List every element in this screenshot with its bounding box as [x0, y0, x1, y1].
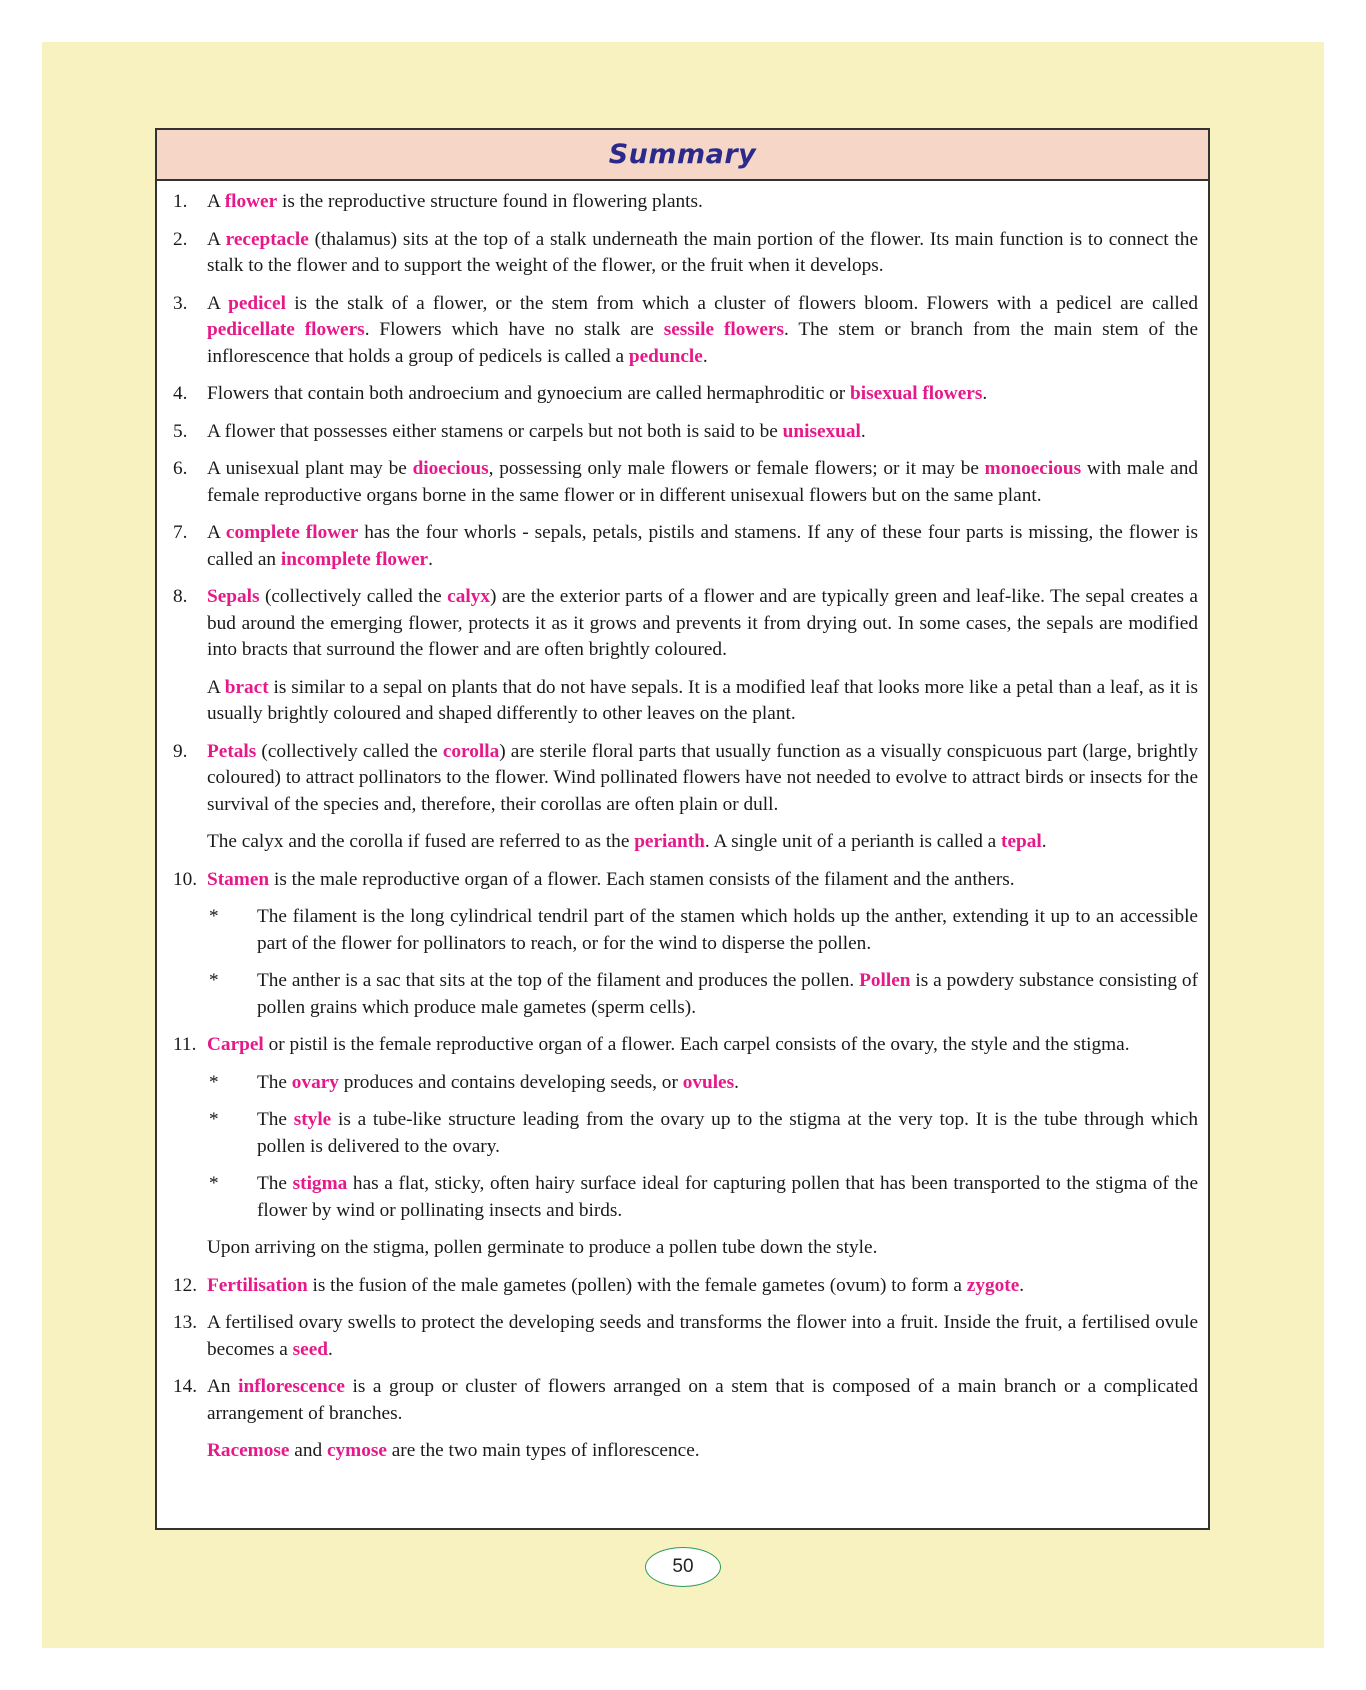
bullet-asterisk: * — [209, 1109, 219, 1130]
text-segment: is similar to a sepal on plants that do not have sepals. It is a modified leaf that looks more like a petal than a leaf, as it is usually brightly coloured and shaped differently to other leaves on the plant. — [207, 676, 1198, 724]
item-number: 3. — [173, 292, 188, 314]
text-segment: A — [207, 292, 229, 314]
keyword: seed — [292, 1338, 328, 1360]
text-segment: is a powdery substance consisting of pollen grains which produce male gametes (sperm cells). — [257, 970, 1198, 1018]
keyword: incomplete flower — [280, 548, 429, 570]
keyword: perianth — [634, 831, 705, 852]
item-text — [207, 227, 1198, 280]
keyword: dioecious — [412, 458, 489, 479]
subitem-text — [257, 1070, 1198, 1097]
keyword: style — [293, 1109, 332, 1130]
page-number: 50 — [645, 1547, 721, 1587]
summary-item — [167, 1374, 1198, 1427]
text-segment: . — [734, 1071, 739, 1093]
text-segment: The filament is the long cylindrical tendril part of the stamen which holds up the anther, extending it up to an accessible part of the flower for pollinators to reach, or for the wind to disperse the pollen. — [257, 906, 1198, 954]
text-segment: (collectively called the — [256, 740, 443, 762]
summary-subitem — [167, 968, 1198, 1021]
item-number: 12. — [173, 1274, 198, 1296]
text-segment: A — [207, 676, 225, 698]
item-number: 5. — [173, 420, 188, 442]
summary-subitem — [167, 1070, 1198, 1097]
item-number: 1. — [173, 191, 188, 212]
item-text — [207, 867, 1198, 894]
text-segment: The calyx and the corolla if fused are referred to as the — [207, 831, 635, 852]
keyword: ovules — [682, 1071, 735, 1093]
item-number: 4. — [173, 383, 188, 404]
item-text — [207, 584, 1198, 664]
item-number: 14. — [173, 1376, 198, 1397]
text-segment: A — [207, 191, 225, 212]
item-number: 8. — [173, 586, 188, 607]
bullet-asterisk: * — [209, 906, 219, 927]
text-segment: An — [207, 1376, 239, 1397]
summary-paragraph — [167, 1235, 1198, 1262]
text-segment: . — [982, 383, 988, 404]
summary-item — [167, 381, 1198, 408]
summary-item — [167, 584, 1198, 664]
keyword: inflorescence — [238, 1376, 345, 1397]
summary-subitem — [167, 1107, 1198, 1160]
keyword: unisexual — [782, 420, 861, 442]
summary-subitem — [167, 1171, 1198, 1224]
text-segment: A unisexual plant may be — [207, 458, 413, 479]
summary-item — [167, 867, 1198, 894]
summary-item — [167, 739, 1198, 819]
bullet-asterisk: * — [209, 970, 219, 991]
item-number: 9. — [173, 740, 188, 762]
keyword: Fertilisation — [207, 1274, 308, 1296]
text-segment: (collectively called the — [259, 586, 448, 607]
summary-item — [167, 189, 1198, 216]
keyword: Pollen — [859, 970, 911, 991]
item-number: 7. — [173, 522, 188, 543]
text-segment: . — [860, 420, 866, 442]
summary-item — [167, 456, 1198, 509]
keyword: Sepals — [207, 586, 260, 607]
text-segment: is a group or cluster of flowers arranged on a stem that is composed of a main branch or a complicated arrangement of branches. — [207, 1376, 1198, 1424]
item-text — [207, 189, 1198, 216]
text-segment: The — [257, 1071, 292, 1093]
text-segment: are the two main types of inflorescence. — [386, 1440, 700, 1461]
text-segment: . A single unit of a perianth is called a — [704, 831, 1002, 852]
text-segment: , possessing only male flowers or female flowers; or it may be — [488, 458, 985, 479]
subitem-text — [257, 904, 1198, 957]
subitem-text — [257, 1107, 1198, 1160]
text-segment: . — [428, 548, 433, 570]
text-segment: ) are sterile floral parts that usually function as a visually conspicuous part (large, brightly coloured) to attract pollinators to the flower. Wind pollinated flowers have not needed to evolve to attract birds or insects for the survival of the species and, therefore, their corollas are often plain or dull. — [207, 740, 1198, 815]
text-segment: The — [257, 1109, 294, 1130]
summary-item — [167, 520, 1198, 573]
text-segment: and — [289, 1440, 327, 1461]
text-segment: . — [702, 345, 708, 367]
text-segment: produces and contains developing seeds, or — [338, 1071, 683, 1093]
summary-paragraph — [167, 1438, 1198, 1465]
item-text — [207, 739, 1198, 819]
keyword: calyx — [447, 586, 491, 607]
item-text — [207, 1032, 1198, 1059]
keyword: corolla — [442, 740, 500, 762]
item-text — [207, 419, 1198, 446]
text-segment: The — [257, 1173, 293, 1194]
item-text — [207, 381, 1198, 408]
keyword: cymose — [326, 1440, 387, 1461]
text-segment: . The stem or branch from the main stem of the inflorescence that holds a group of pedicels is called a — [207, 319, 1199, 367]
summary-subitem — [167, 904, 1198, 957]
summary-header — [157, 130, 1208, 181]
text-segment: has the four whorls - sepals, petals, pistils and stamens. If any of these four parts is missing, the flower is called an — [207, 522, 1198, 570]
keyword: bract — [224, 676, 269, 698]
item-number: 13. — [173, 1312, 198, 1333]
item-number: 10. — [173, 868, 198, 890]
text-segment: is a tube-like structure leading from the ovary up to the stigma at the very top. It is the tube through which pollen is delivered to the ovary. — [257, 1109, 1199, 1157]
text-segment: . — [1041, 831, 1047, 852]
bullet-asterisk: * — [209, 1173, 219, 1194]
keyword: complete flower — [225, 522, 359, 543]
keyword: Racemose — [207, 1440, 290, 1461]
text-segment: or pistil is the female reproductive organ of a flower. Each carpel consists of the ovary, the style and the stigma. — [263, 1034, 1130, 1055]
subitem-text — [257, 1171, 1198, 1224]
item-text — [207, 456, 1198, 509]
summary-item — [167, 1310, 1198, 1363]
text-segment: Upon arriving on the stigma, pollen germinate to produce a pollen tube down the style. — [207, 1237, 878, 1258]
text-segment: . Flowers which have no stalk are — [364, 319, 664, 340]
text-segment: The anther is a sac that sits at the top of the filament and produces the pollen. — [257, 970, 860, 991]
keyword: pedicellate flowers — [207, 319, 365, 340]
keyword: flower — [224, 191, 278, 212]
summary-item — [167, 419, 1198, 446]
item-text — [207, 520, 1198, 573]
item-number: 11. — [173, 1034, 197, 1055]
summary-content — [157, 181, 1208, 1465]
text-segment: A — [207, 522, 226, 543]
keyword: Petals — [207, 740, 257, 762]
text-segment: A fertilised ovary swells to protect the developing seeds and transforms the flower into a fruit. Inside the fruit, a fertilised ovule becomes a — [207, 1312, 1198, 1360]
summary-item — [167, 227, 1198, 280]
subitem-text — [257, 968, 1198, 1021]
item-number: 6. — [173, 458, 188, 479]
keyword: sessile flowers — [663, 319, 784, 340]
keyword: monoecious — [984, 458, 1082, 479]
summary-item — [167, 291, 1198, 371]
text-segment: is the reproductive structure found in flowering plants. — [277, 191, 703, 212]
text-segment: has a flat, sticky, often hairy surface ideal for capturing pollen that has been transported to the stigma of the flower by wind or pollinating insects and birds. — [257, 1173, 1198, 1221]
keyword: stigma — [292, 1173, 348, 1194]
keyword: Stamen — [207, 868, 270, 890]
keyword: peduncle — [628, 345, 703, 367]
bullet-asterisk: * — [209, 1071, 219, 1093]
keyword: receptacle — [225, 228, 309, 250]
item-text — [207, 1273, 1198, 1300]
text-segment: . — [328, 1338, 333, 1360]
summary-item — [167, 1273, 1198, 1300]
item-text — [207, 1374, 1198, 1427]
item-text — [207, 1310, 1198, 1363]
text-segment: ) are the exterior parts of a flower and are typically green and leaf-like. The sepal creates a bud around the emerging flower, protects it as it grows and prevents it from drying out. In some cases, the sepals are modified into bracts that surround the flower and are often brightly coloured. — [207, 586, 1198, 660]
keyword: Carpel — [207, 1034, 264, 1055]
text-segment: A flower that possesses either stamens or carpels but not both is said to be — [207, 420, 783, 442]
text-segment: is the male reproductive organ of a flower. Each stamen consists of the filament and the anthers. — [269, 868, 1015, 890]
summary-paragraph — [167, 829, 1198, 856]
text-segment: Flowers that contain both androecium and gynoecium are called hermaphroditic or — [207, 383, 851, 404]
keyword: zygote — [966, 1274, 1020, 1296]
text-segment: . — [1019, 1274, 1025, 1296]
text-segment: is the stalk of a flower, or the stem from which a cluster of flowers bloom. Flowers with a pedicel are called — [285, 292, 1198, 314]
keyword: tepal — [1001, 831, 1042, 852]
keyword: ovary — [291, 1071, 339, 1093]
item-number: 2. — [173, 228, 188, 250]
text-segment: with male and female reproductive organs borne in the same flower or in different unisexual flowers but on the same plant. — [207, 458, 1198, 506]
summary-title: Summary — [608, 139, 757, 170]
keyword: pedicel — [228, 292, 286, 314]
item-text — [207, 291, 1198, 371]
keyword: bisexual flowers — [850, 383, 983, 404]
text-segment: A — [207, 228, 226, 250]
summary-item — [167, 1032, 1198, 1059]
text-segment: is the fusion of the male gametes (pollen) with the female gametes (ovum) to form a — [307, 1274, 967, 1296]
text-segment: (thalamus) sits at the top of a stalk underneath the main portion of the flower. Its main function is to connect the stalk to the flower and to support the weight of the flower, or the fruit when it develops. — [207, 228, 1198, 276]
summary-box — [155, 128, 1210, 1530]
summary-paragraph — [167, 675, 1198, 728]
